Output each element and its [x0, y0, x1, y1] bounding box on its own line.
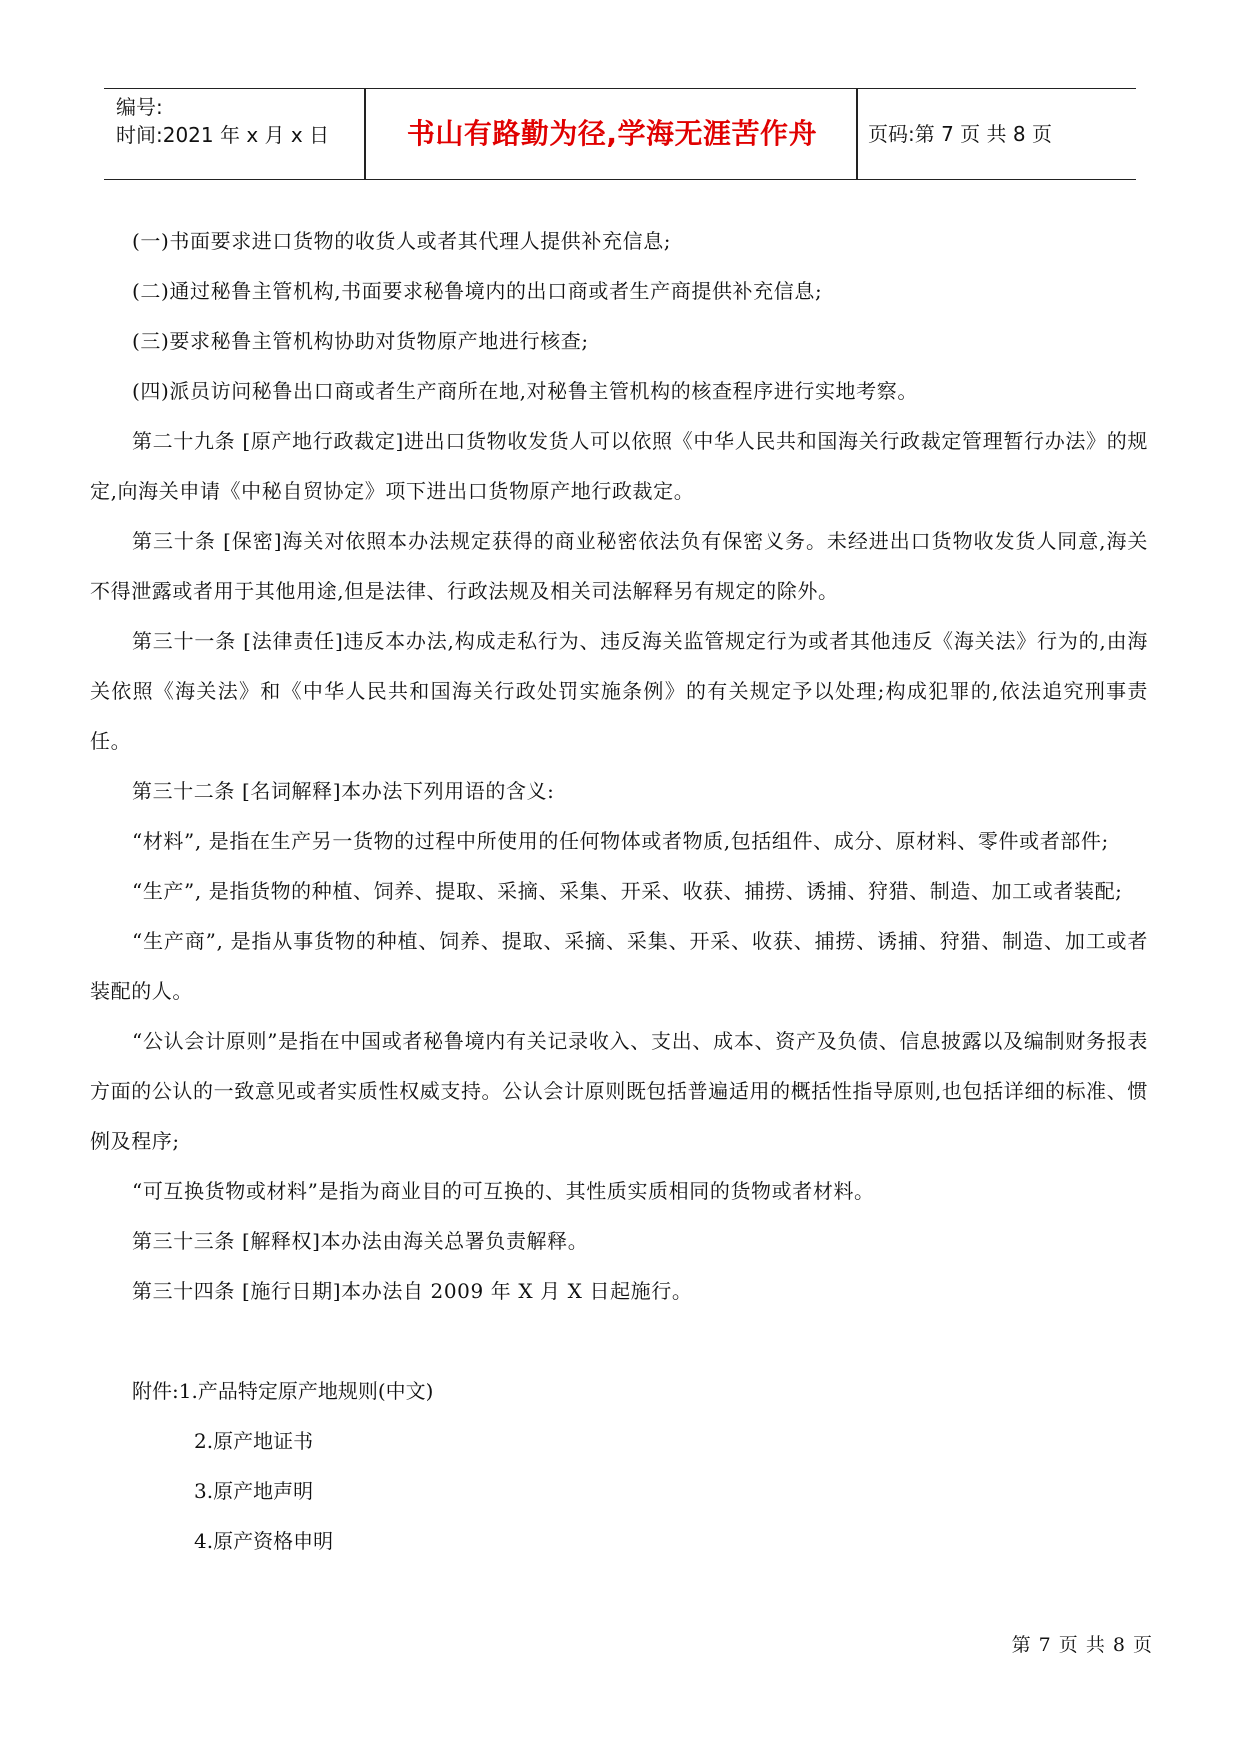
header-meta — [116, 93, 329, 149]
definition-production: “生产”, 是指货物的种植、饲养、提取、采摘、采集、开采、收获、捕捞、诱捕、狩猎、制造、加工或者装配; — [132, 879, 1123, 903]
attachment-item-2: 2.原产地证书 — [194, 1429, 314, 1453]
article-32: 第三十二条 [名词解释]本办法下列用语的含义: — [132, 779, 555, 803]
header-divider-right — [856, 89, 858, 179]
paragraph-2: (二)通过秘鲁主管机构,书面要求秘鲁境内的出口商或者生产商提供补充信息; — [132, 279, 823, 303]
header-divider-left — [364, 89, 366, 179]
attachment-item-4: 4.原产资格申明 — [194, 1529, 334, 1553]
header-page-info: 页码:第 7 页 共 8 页 — [868, 122, 1052, 146]
article-31: 第三十一条 [法律责任]违反本办法,构成走私行为、违反海关监管规定行为或者其他违反《海关法》行为的,由海关依照《海关法》和《中华人民共和国海关行政处罚实施条例》的有关规定予以处理;构成犯罪的,依法追究刑事责任。 — [90, 629, 1148, 753]
article-33: 第三十三条 [解释权]本办法由海关总署负责解释。 — [132, 1229, 589, 1253]
doc-number-label: 编号: — [116, 95, 163, 119]
paragraph-4: (四)派员访问秘鲁出口商或者生产商所在地,对秘鲁主管机构的核查程序进行实地考察。 — [132, 379, 918, 403]
paragraph-3: (三)要求秘鲁主管机构协助对货物原产地进行核查; — [132, 329, 589, 353]
section-spacer — [90, 1316, 1148, 1366]
article-30: 第三十条 [保密]海关对依照本办法规定获得的商业秘密依法负有保密义务。未经进出口货物收发货人同意,海关不得泄露或者用于其他用途,但是法律、行政法规及相关司法解释另有规定的除外。 — [90, 529, 1148, 603]
attachments-title: 附件:1.产品特定原产地规则(中文) — [132, 1379, 434, 1403]
paragraph-1: (一)书面要求进口货物的收货人或者其代理人提供补充信息; — [132, 229, 672, 253]
page-header — [104, 88, 1136, 180]
page-footer: 第 7 页 共 8 页 — [1011, 1634, 1153, 1656]
definition-gaap: “公认会计原则”是指在中国或者秘鲁境内有关记录收入、支出、成本、资产及负债、信息披露以及编制财务报表方面的公认的一致意见或者实质性权威支持。公认会计原则既包括普遍适用的概括性指导原则,也包括详细的标准、惯例及程序; — [90, 1029, 1148, 1153]
header-motto: 书山有路勤为径,学海无涯苦作舟 — [406, 117, 818, 150]
article-29: 第二十九条 [原产地行政裁定]进出口货物收发货人可以依照《中华人民共和国海关行政裁定管理暂行办法》的规定,向海关申请《中秘自贸协定》项下进出口货物原产地行政裁定。 — [90, 429, 1148, 503]
definition-fungible: “可互换货物或材料”是指为商业目的可互换的、其性质实质相同的货物或者材料。 — [132, 1179, 875, 1203]
attachment-item-3: 3.原产地声明 — [194, 1479, 314, 1503]
definition-material: “材料”, 是指在生产另一货物的过程中所使用的任何物体或者物质,包括组件、成分、原材料、零件或者部件; — [132, 829, 1109, 853]
doc-time-label: 时间:2021 年 x 月 x 日 — [116, 123, 330, 147]
document-body — [90, 216, 1148, 1566]
definition-producer: “生产商”, 是指从事货物的种植、饲养、提取、采摘、采集、开采、收获、捕捞、诱捕、狩猎、制造、加工或者装配的人。 — [90, 929, 1148, 1003]
article-34: 第三十四条 [施行日期]本办法自 2009 年 X 月 X 日起施行。 — [132, 1279, 693, 1303]
